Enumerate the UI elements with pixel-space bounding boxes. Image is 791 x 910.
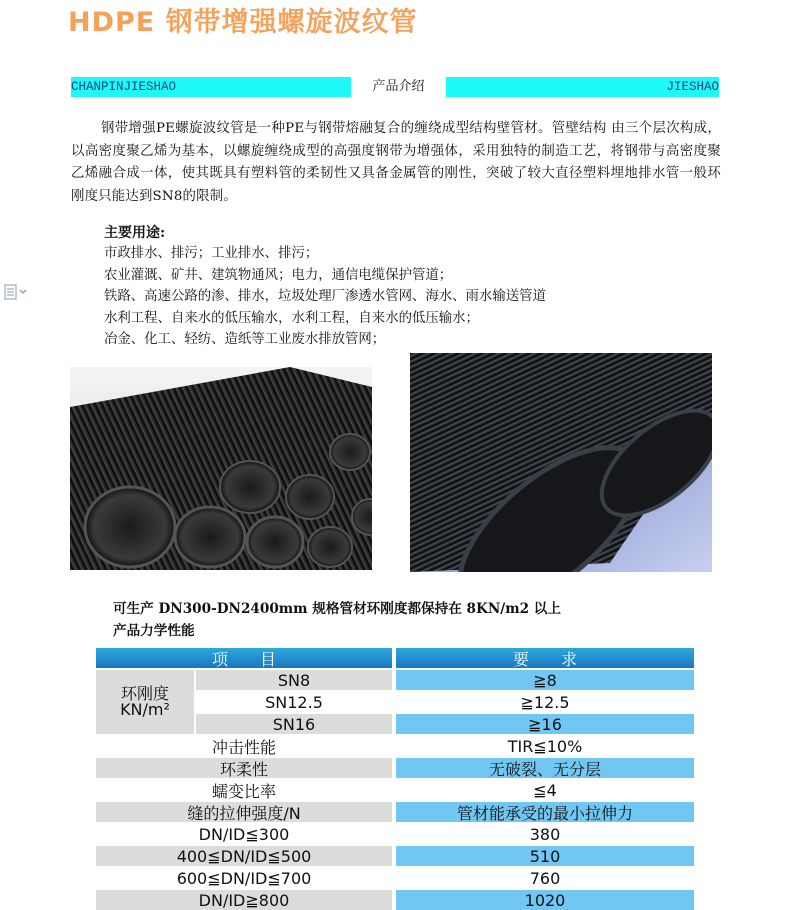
- document-icon[interactable]: [4, 284, 28, 300]
- table-cell-item: SN12.5: [196, 692, 392, 712]
- table-cell-item: 400≦DN/ID≦500: [96, 846, 392, 866]
- table-cell-req: ≧8: [396, 670, 694, 690]
- table-cell-item: SN8: [196, 670, 392, 690]
- spec-table: [96, 648, 694, 910]
- list-item: 市政排水、排污；工业排水、排污；: [104, 246, 319, 261]
- uses-list: [104, 243, 546, 351]
- table-cell-req: TIR≦10%: [396, 736, 694, 756]
- table-header-item: 项 目: [96, 648, 392, 668]
- section-bar-right: JIESHAO: [446, 77, 719, 97]
- page-title: HDPE 钢带增强螺旋波纹管: [68, 7, 418, 38]
- table-cell-item: SN16: [196, 714, 392, 734]
- table-cell-req: ≦4: [396, 780, 694, 800]
- table-cell-item: DN/ID≧800: [96, 890, 392, 910]
- table-cell-req: 1020: [396, 890, 694, 910]
- stiffness-group-label: 环刚度 KN/m²: [96, 670, 194, 734]
- section-bar-left: CHANPINJIESHAO: [71, 77, 351, 97]
- list-item: 水利工程、自来水的低压输水，水利工程，自来水的低压输水；: [104, 310, 479, 326]
- pipes-blue-photo: [410, 353, 712, 572]
- table-cell-item: 600≦DN/ID≦700: [96, 868, 392, 888]
- production-note: 可生产 DN300-DN2400mm 规格管材环刚度都保持在 8KN/m2 以上: [113, 601, 561, 617]
- list-item: 冶金、化工、轻纺、造纸等工业废水排放管网；: [104, 332, 386, 347]
- list-item: 铁路、高速公路的渗、排水，垃圾处理厂渗透水管网、海水、雨水输送管道: [104, 289, 546, 304]
- table-cell-req: ≧12.5: [396, 692, 694, 712]
- table-cell-item: 环柔性: [96, 758, 392, 778]
- table-header-req: 要 求: [396, 648, 694, 668]
- section-bar-title: 产品介绍: [372, 79, 425, 94]
- table-cell-req: ≧16: [396, 714, 694, 734]
- intro-paragraph: 钢带增强PE螺旋波纹管是一种PE与钢带熔融复合的缠绕成型结构壁管材。管壁结构 由三个层次构成，以高密度聚乙烯为基本，以螺旋缠绕成型的高强度钢带为增强体，采用独特的制造工艺，将钢带与高密度聚乙烯融合成一体，使其既具有塑料管的柔韧性又具备金属管的刚性，突破了较大直径塑料埋地排水管一般环刚度只能达到SN8的限制。: [71, 121, 721, 204]
- table-cell-req: 管材能承受的最小拉伸力: [396, 802, 694, 822]
- table-title: 产品力学性能: [113, 623, 195, 639]
- list-item: 农业灌溉、矿井、建筑物通风；电力，通信电缆保护管道；: [104, 267, 453, 283]
- pipes-stack-photo: [70, 367, 372, 570]
- table-cell-item: 缝的拉伸强度/N: [96, 802, 392, 822]
- table-cell-req: 510: [396, 846, 694, 866]
- table-cell-req: 无破裂、无分层: [396, 758, 694, 778]
- table-cell-req: 760: [396, 868, 694, 888]
- table-cell-item: DN/ID≦300: [96, 824, 392, 844]
- table-cell-req: 380: [396, 824, 694, 844]
- uses-heading: 主要用途:: [104, 225, 166, 241]
- table-cell-item: 蠕变比率: [96, 780, 392, 800]
- table-cell-item: 冲击性能: [96, 736, 392, 756]
